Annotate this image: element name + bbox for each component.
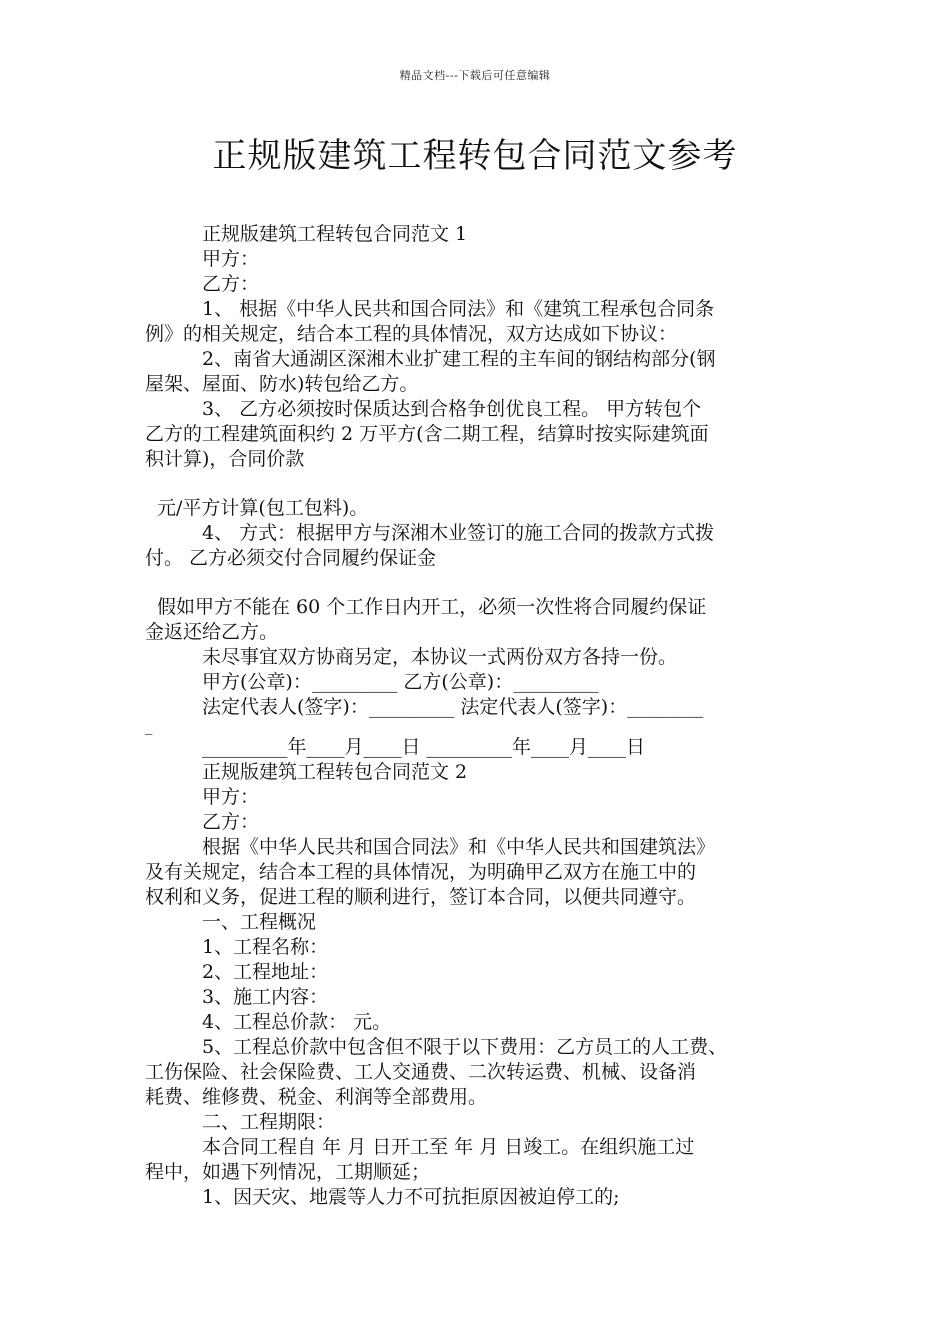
- contract1-seal-line: 甲方(公章)：_________ 乙方(公章)：_________: [202, 671, 599, 693]
- contract2-item4: 4、工程总价款： 元。: [202, 1011, 392, 1033]
- contract1-clause4-line3: 假如甲方不能在 60 个工作日内开工，必须一次性将合同履约保证: [157, 596, 707, 618]
- contract2-condition1: 1、因天灾、地震等人力不可抗拒原因被迫停工的;: [202, 1186, 620, 1208]
- contract1-clause3-line2: 乙方的工程建筑面积约 2 万平方(含二期工程，结算时按实际建筑面: [145, 423, 709, 445]
- contract2-item5-line3: 耗费、维修费、税金、利润等全部费用。: [145, 1086, 488, 1108]
- contract2-item1: 1、工程名称：: [202, 936, 329, 958]
- page-header-note: 精品文档---下载后可任意编辑: [399, 69, 551, 82]
- contract1-party-b: 乙方：: [202, 273, 260, 295]
- contract2-item5-line1: 5、工程总价款中包含但不限于以下费用：乙方员工的人工费、: [202, 1036, 728, 1058]
- contract2-intro-line1: 根据《中华人民共和国合同法》和《中华人民共和国建筑法》: [202, 836, 716, 858]
- contract1-clause4-line1: 4、 方式：根据甲方与深湘木业签订的施工合同的拨款方式拨: [202, 522, 715, 544]
- contract2-heading: 正规版建筑工程转包合同范文 2: [202, 761, 468, 783]
- contract1-clause3-line4: 元/平方计算(包工包料)。: [157, 497, 369, 519]
- contract1-clause1-line2: 例》的相关规定，结合本工程的具体情况，双方达成如下协议：: [145, 323, 678, 345]
- document-body: [145, 222, 813, 1210]
- contract2-item3: 3、施工内容：: [202, 986, 329, 1008]
- contract1-clause4-line4: 金返还给乙方。: [145, 621, 279, 643]
- contract2-section1-heading: 一、工程概况: [202, 911, 317, 933]
- contract1-misc: 未尽事宜双方协商另定，本协议一式两份双方各持一份。: [202, 646, 678, 668]
- contract1-party-a: 甲方：: [202, 248, 260, 270]
- contract1-rep-line-cont: _: [145, 717, 153, 735]
- contract2-party-a: 甲方：: [202, 786, 260, 808]
- contract2-item5-line2: 工伤保险、社会保险费、工人交通费、二次转运费、机械、设备消: [145, 1061, 697, 1083]
- contract1-heading: 正规版建筑工程转包合同范文 1: [202, 223, 468, 245]
- spacer: [145, 472, 813, 496]
- contract1-clause3-line3: 积计算)，合同价款: [145, 448, 305, 470]
- contract1-clause3-line1: 3、 乙方必须按时保质达到合格争创优良工程。 甲方转包个: [202, 398, 702, 420]
- contract1-rep-line: 法定代表人(签字)：_________ 法定代表人(签字)：________: [202, 696, 704, 718]
- contract2-intro-line3: 权利和义务，促进工程的顺利进行，签订本合同，以便共同遵守。: [145, 886, 697, 908]
- contract1-clause4-line2: 付。 乙方必须交付合同履约保证金: [145, 547, 437, 569]
- spacer: [145, 571, 813, 595]
- contract2-item2: 2、工程地址：: [202, 961, 329, 983]
- contract1-clause2-line1: 2、南省大通湖区深湘木业扩建工程的主车间的钢结构部分(钢: [202, 348, 716, 370]
- document-title: 正规版建筑工程转包合同范文参考: [212, 136, 738, 176]
- contract1-date-line: _________年____月____日 _________年____月____日: [202, 736, 646, 758]
- contract2-period-line2: 程中，如遇下列情况，工期顺延；: [145, 1161, 431, 1183]
- contract2-period-line1: 本合同工程自 年 月 日开工至 年 月 日竣工。在组织施工过: [202, 1136, 695, 1158]
- contract1-clause1-line1: 1、 根据《中华人民共和国合同法》和《建筑工程承包合同条: [202, 298, 715, 320]
- contract2-section2-heading: 二、工程期限：: [202, 1111, 336, 1133]
- contract2-intro-line2: 及有关规定，结合本工程的具体情况，为明确甲乙双方在施工中的: [145, 861, 697, 883]
- contract1-clause2-line2: 屋架、屋面、防水)转包给乙方。: [145, 373, 419, 395]
- contract2-party-b: 乙方：: [202, 811, 260, 833]
